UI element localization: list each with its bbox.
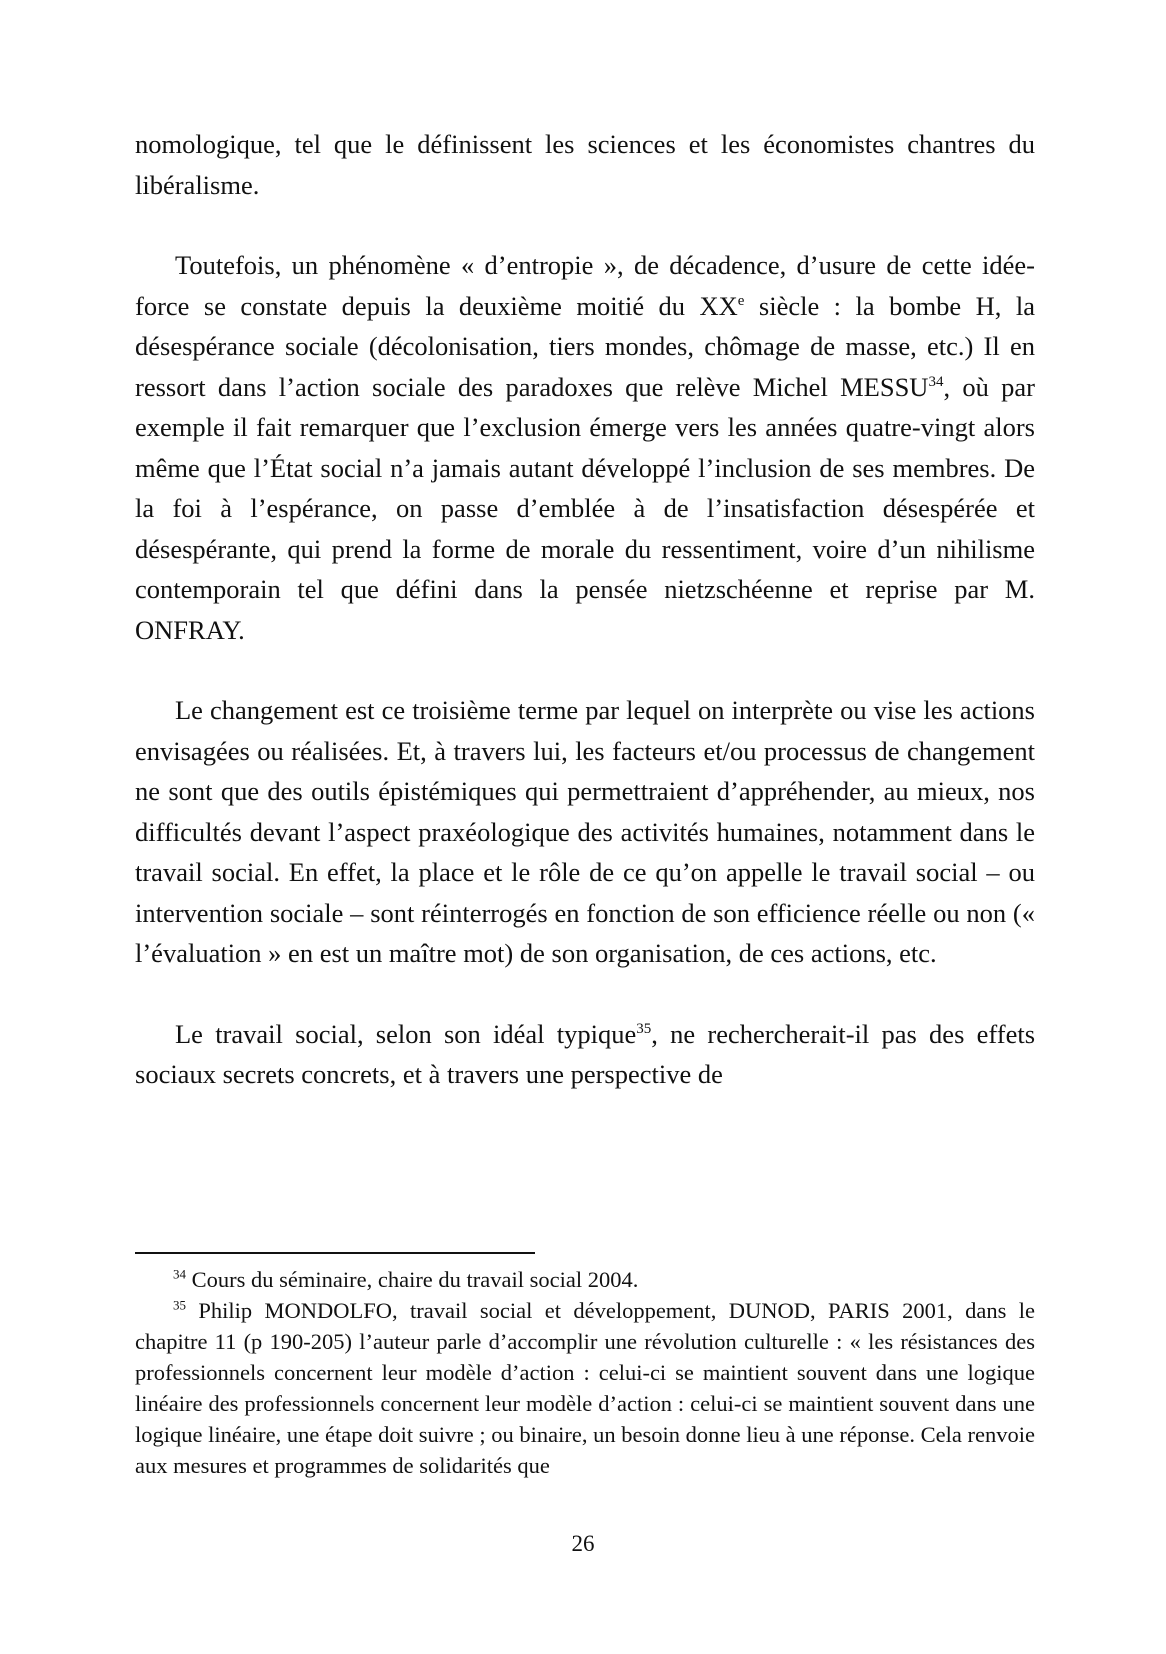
footnote-separator	[135, 1252, 535, 1254]
paragraph-changement: Le changement est ce troisième terme par lequel on interprète ou vise les actions envisagées ou réalisées. Et, à travers lui, les facteurs et/ou processus de changement ne sont que des outils épistémiques qui permettraient d’appréhender, au mieux, nos difficultés devant l’aspect praxéologique des activités humaines, notamment dans le travail social. En effet, la place et le rôle de ce qu’on appelle le travail social – ou intervention sociale – sont réinterrogés en fonction de son efficience réelle ou non (« l’évaluation » en est un maître mot) de son organisation, de ces actions, etc.	[135, 695, 1035, 968]
paragraph-continuation: nomologique, tel que le définissent les sciences et les économistes chantres du libéralisme.	[135, 129, 1035, 200]
paragraph-text: siècle : la bombe H, la désespérance sociale (décolonisation, tiers mondes, chômage de masse, etc.) Il en ressort dans l’action sociale des paradoxes que relève Michel MESSU	[135, 290, 1035, 402]
footnote-number: 34	[173, 1266, 186, 1282]
footnote-number: 35	[173, 1297, 186, 1313]
superscript-century: e	[737, 292, 745, 309]
footnote-ref-34[interactable]: 34	[928, 373, 944, 390]
paragraph-text: , ne rechercherait-il pas des effets sociaux secrets concrets, et à travers une perspective de	[135, 1018, 1036, 1089]
paragraph-entropie	[135, 245, 1035, 650]
footnote-35	[135, 1295, 1035, 1481]
paragraph-travail-social	[135, 1014, 1035, 1095]
footnote-text: Cours du séminaire, chaire du travail social 2004.	[186, 1267, 639, 1292]
paragraph-text: Toutefois, un phénomène « d’entropie », de décadence, d’usure de cette idée-force se constate depuis la deuxième moitié du XX	[135, 250, 1035, 321]
footnote-34	[135, 1264, 1035, 1295]
page-number: 26	[571, 1531, 595, 1556]
paragraph-text: Le travail social, selon son idéal typique	[175, 1018, 637, 1049]
page-body	[135, 124, 1035, 1135]
paragraph-text: , où par exemple il fait remarquer que l’exclusion émerge vers les années quatre-vingt alors même que l’État social n’a jamais autant développé l’inclusion de ses membres. De la foi à l’espérance, on passe d’emblée à de l’insatisfaction désespérée et désespérante, qui prend la forme de morale du ressentiment, voire d’un nihilisme contemporain tel que défini dans la pensée nietzschéenne et reprise par M. ONFRAY.	[135, 371, 1035, 645]
footnotes	[135, 1264, 1035, 1481]
footnote-text: Philip MONDOLFO, travail social et développement, DUNOD, PARIS 2001, dans le chapitre 11 (p 190-205) l’auteur parle d’accomplir une révolution culturelle : « les résistances des professionnels concernent leur modèle d’action : celui-ci se maintient souvent dans une logique linéaire des professionnels concernent leur modèle d’action : celui-ci se maintient souvent dans une logique linéaire, une étape doit suivre ; ou binaire, un besoin donne lieu à une réponse. Cela renvoie aux mesures et programmes de solidarités que	[135, 1298, 1035, 1478]
footnote-ref-35[interactable]: 35	[636, 1020, 652, 1037]
